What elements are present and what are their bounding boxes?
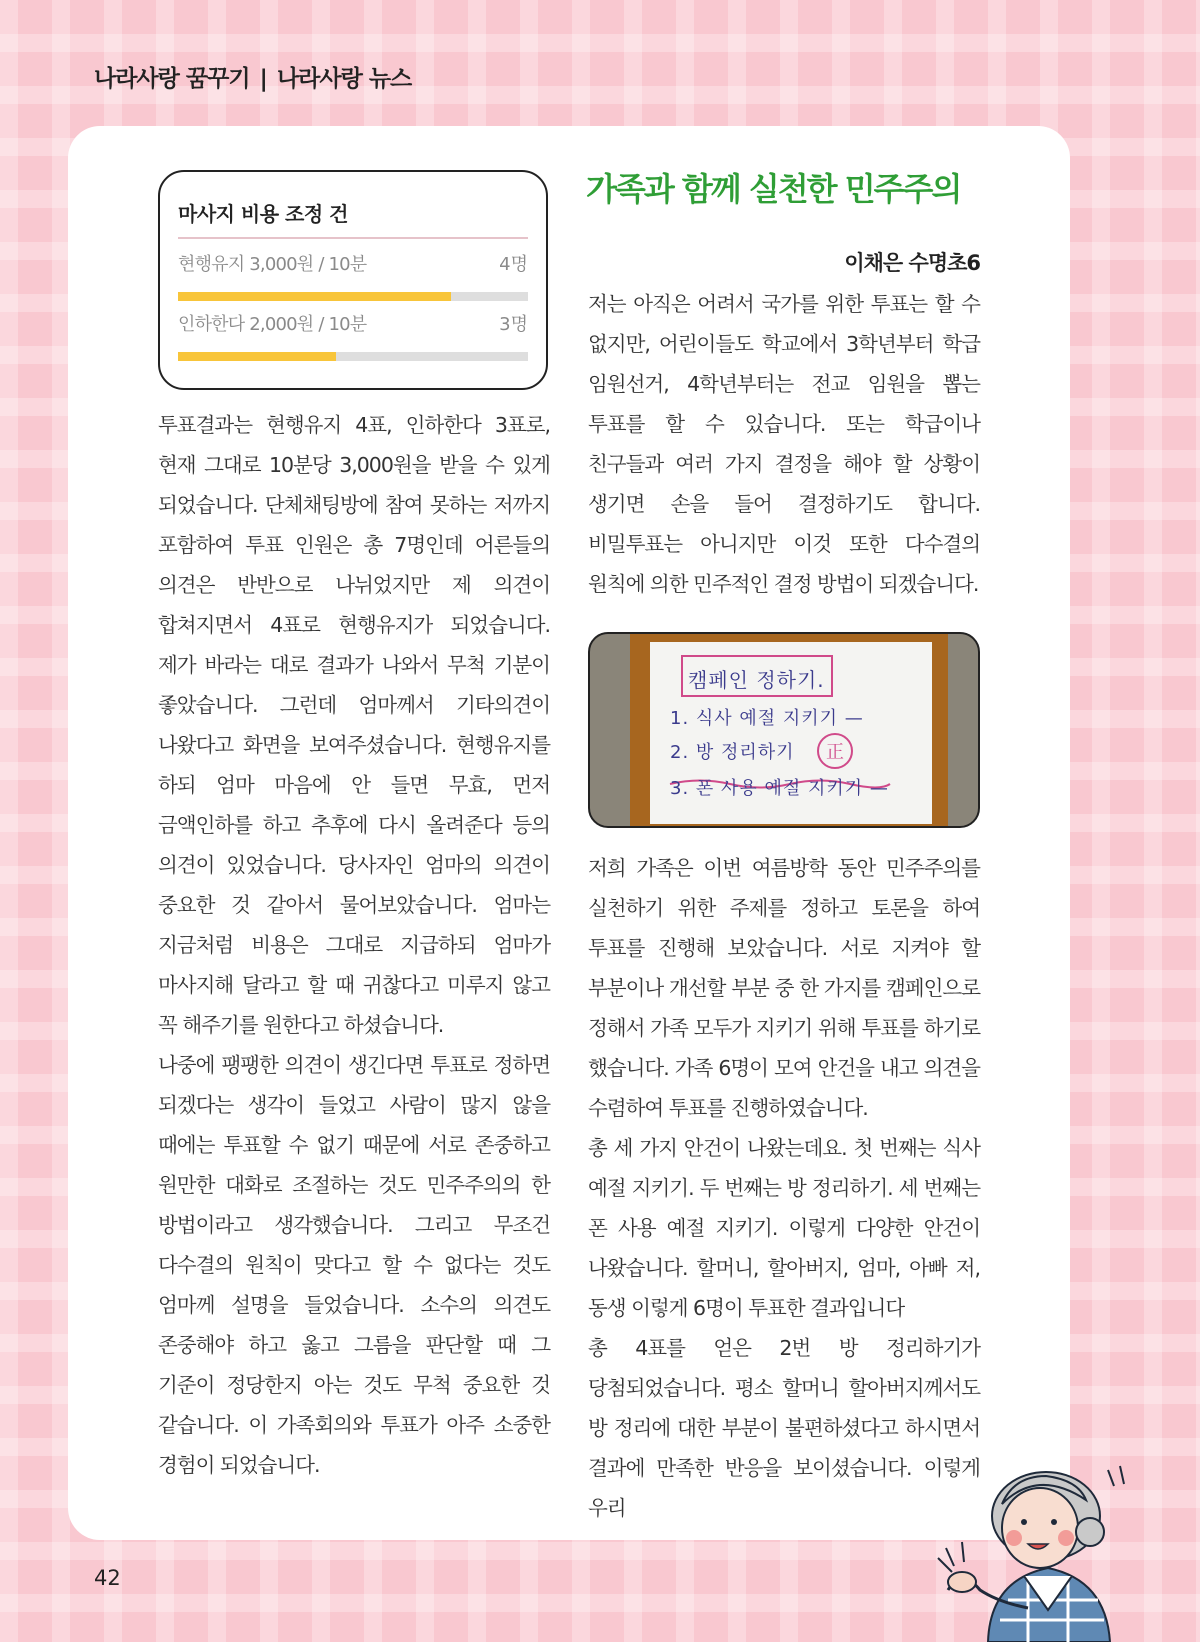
poll-option-bar-fill	[178, 352, 336, 361]
board-tally: 正	[826, 742, 845, 763]
article-byline: 이채은 수명초6	[844, 251, 980, 275]
paragraph: 저희 가족은 이번 여름방학 동안 민주주의를 실천하기 위한 주제를 정하고 토론을 하여 투표를 진행해 보았습니다. 서로 지켜야 할 부분이나 개선할 부분 중 한 가지를 캠페인으로 정해서 가족 모두가 지키기 위해 투표를 하기로 했습니다. 가족 6명이 모여 안건을 내고 의견을 수렴하여 투표를 진행하였습니다.	[588, 856, 980, 1120]
section-header	[94, 60, 411, 93]
whiteboard-photo	[588, 632, 980, 828]
poll-option-bar	[178, 292, 528, 301]
header-separator: |	[259, 66, 267, 92]
paragraph: 투표결과는 현행유지 4표, 인하한다 3표로, 현재 그대로 10분당 3,000원을 받을 수 있게 되었습니다. 단체채팅방에 참여 못하는 저까지 포함하여 투표 인원은 총 7명인데 어른들의 의견은 반반으로 나뉘었지만 제 의견이 합쳐지면서 4표로 현행유지가 되었습니다. 제가 바라는 대로 결과가 나와서 무척 기분이 좋았습니다. 그런데 엄마께서 기타의견이 나왔다고 화면을 보여주셨습니다. 현행유지를 하되 엄마 마음에 안 들면 무효, 먼저 금액인하를 하고 추후에 다시 올려준다 등의 의견이 있었습니다. 당사자인 엄마의 의견이 중요한 것 같아서 물어보았습니다. 엄마는 지금처럼 비용은 그대로 지급하되 엄마가 마사지해 달라고 할 때 귀찮다고 미루지 않고 꼭 해주기를 원한다고 하셨습니다.	[158, 413, 550, 1037]
section-name: 나라사랑 꿈꾸기	[94, 66, 250, 92]
board-item: 1. 식사 예절 지키기 —	[670, 708, 864, 729]
paragraph: 총 세 가지 안건이 나왔는데요. 첫 번째는 식사 예절 지키기. 두 번째는 방 정리하기. 세 번째는 폰 사용 예절 지키기. 이렇게 다양한 안건이 나왔습니다. 할머니, 할아버지, 엄마, 아빠 저, 동생 이렇게 6명이 투표한 결과입니다	[588, 1136, 980, 1320]
poll-title: 마사지 비용 조정 건	[178, 202, 348, 226]
article-body	[588, 848, 980, 1528]
grandmother-illustration	[928, 1440, 1168, 1642]
page-number: 42	[94, 1566, 121, 1590]
paragraph: 나중에 팽팽한 의견이 생긴다면 투표로 정하면 되겠다는 생각이 들었고 사람이 많지 않을 때에는 투표할 수 없기 때문에 서로 존중하고 원만한 대화로 조절하는 것도 민주주의의 한 방법이라고 생각했습니다. 그리고 무조건 다수결의 원칙이 맞다고 할 수 없다는 것도 엄마께 설명을 들었습니다. 소수의 의견도 존중해야 하고 옳고 그름을 판단할 때 그 기준이 정당한지 아는 것도 무척 중요한 것 같습니다. 이 가족회의와 투표가 아주 소중한 경험이 되었습니다.	[158, 1053, 550, 1477]
poll-option-count: 3명	[499, 314, 528, 335]
article-title: 가족과 함께 실천한 민주주의	[586, 170, 961, 208]
board-title: 캠페인 정하기.	[688, 668, 825, 692]
poll-option-label: 인하한다 2,000원 / 10분	[178, 314, 367, 335]
board-item: 3. 폰 사용 예절 지키기 —	[670, 778, 889, 799]
poll-option-count: 4명	[499, 254, 528, 275]
paragraph: 저는 아직은 어려서 국가를 위한 투표는 할 수 없지만, 어린이들도 학교에서 3학년부터 학급 임원선거, 4학년부터는 전교 임원을 뽑는 투표를 할 수 있습니다. 또는 학급이나 친구들과 여러 가지 결정을 해야 할 상황이 생기면 손을 들어 결정하기도 합니다. 비밀투표는 아니지만 이것 또한 다수결의 원칙에 의한 민주적인 결정 방법이 되겠습니다.	[588, 292, 980, 596]
poll-divider	[178, 237, 528, 239]
poll-option-bar	[178, 352, 528, 361]
poll-result-box	[158, 170, 548, 390]
subsection-name: 나라사랑 뉴스	[276, 66, 412, 92]
board-item: 2. 방 정리하기	[670, 742, 795, 763]
left-column-text	[158, 405, 550, 1485]
article-intro	[588, 284, 980, 604]
poll-option-bar-fill	[178, 292, 451, 301]
paragraph: 총 4표를 얻은 2번 방 정리하기가 당첨되었습니다. 평소 할머니 할아버지께서도 방 정리에 대한 부분이 불편하셨다고 하시면서 결과에 만족한 반응을 보이셨습니다. 이렇게 우리	[588, 1336, 980, 1520]
poll-option-label: 현행유지 3,000원 / 10분	[178, 254, 367, 275]
